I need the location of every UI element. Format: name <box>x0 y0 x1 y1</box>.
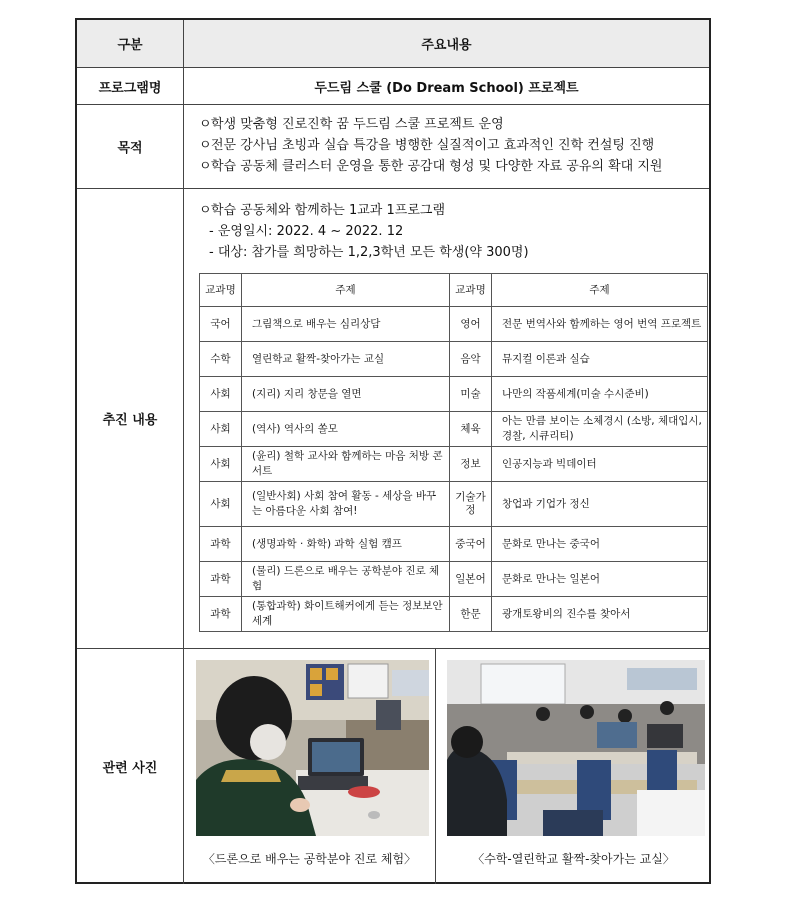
purpose-item: ㅇ학습 공동체 클러스터 운영을 통한 공감대 형성 및 다양한 자료 공유의 확대 지원 <box>199 156 662 177</box>
topic-cell: 그림책으로 배우는 심리상담 <box>242 307 450 342</box>
topic-cell: 뮤지컬 이론과 실습 <box>492 342 708 377</box>
table-row <box>200 527 708 562</box>
topic-cell: (윤리) 철학 교사와 함께하는 마음 처방 콘서트 <box>242 447 450 482</box>
subject-cell: 영어 <box>450 307 492 342</box>
header-content: 주요내용 <box>421 38 472 53</box>
topic-cell: 아는 만큼 보이는 소체경시 (소방, 체대입시, 경찰, 시큐리티) <box>492 412 708 447</box>
table-row <box>200 377 708 412</box>
topic-cell: (역사) 역사의 쏠모 <box>242 412 450 447</box>
subject-cell: 국어 <box>200 307 242 342</box>
program-table <box>199 273 708 632</box>
column-divider <box>183 20 184 649</box>
purpose-label: 목적 <box>117 141 143 156</box>
header-category: 구분 <box>117 38 143 53</box>
table-header-row <box>200 274 708 307</box>
topic-cell: (지리) 지리 창문을 열면 <box>242 377 450 412</box>
subject-cell: 일본어 <box>450 562 492 597</box>
table-row <box>200 482 708 527</box>
plan-period: - 운영일시: 2022. 4 ~ 2022. 12 <box>209 224 404 239</box>
program-label: 프로그램명 <box>98 80 162 96</box>
plan-intro: ㅇ학습 공동체와 함께하는 1교과 1프로그램 <box>199 200 529 221</box>
table-row <box>200 307 708 342</box>
subject-cell: 음악 <box>450 342 492 377</box>
right-photo-caption: 〈수학-열린학교 활짝-찾아가는 교실〉 <box>472 852 675 866</box>
subject-cell: 정보 <box>450 447 492 482</box>
column-divider <box>183 648 184 884</box>
topic-cell: 창업과 기업가 정신 <box>492 482 708 527</box>
subject-cell: 체육 <box>450 412 492 447</box>
purpose-list <box>199 114 662 177</box>
table-header-topic: 주제 <box>492 274 708 307</box>
table-row <box>200 447 708 482</box>
topic-cell: 나만의 작품세계(미술 수시준비) <box>492 377 708 412</box>
table-row <box>200 597 708 632</box>
subject-cell: 과학 <box>200 597 242 632</box>
topic-cell: 전문 번역사와 함께하는 영어 번역 프로젝트 <box>492 307 708 342</box>
topic-cell: 문화로 만나는 일본어 <box>492 562 708 597</box>
subject-cell: 기술가정 <box>450 482 492 527</box>
plan-label: 추진 내용 <box>102 413 158 428</box>
classroom-photo <box>447 660 705 836</box>
table-header-subject: 교과명 <box>200 274 242 307</box>
purpose-item: ㅇ학생 맞춤형 진로진학 꿈 두드림 스쿨 프로젝트 운영 <box>199 114 662 135</box>
bullet-icon: ㅇ <box>199 138 212 153</box>
subject-cell: 사회 <box>200 482 242 527</box>
table-header-subject: 교과명 <box>450 274 492 307</box>
bullet-icon: ㅇ <box>199 203 212 218</box>
topic-cell: 광개토왕비의 진수를 찾아서 <box>492 597 708 632</box>
subject-cell: 사회 <box>200 377 242 412</box>
bullet-icon: ㅇ <box>199 159 212 174</box>
photos-label: 관련 사진 <box>102 761 158 776</box>
subject-cell: 사회 <box>200 447 242 482</box>
topic-cell: (통합과학) 화이트해커에게 듣는 정보보안 세계 <box>242 597 450 632</box>
topic-cell: 문화로 만나는 중국어 <box>492 527 708 562</box>
subject-cell: 한문 <box>450 597 492 632</box>
topic-cell: 인공지능과 빅데이터 <box>492 447 708 482</box>
topic-cell: (일반사회) 사회 참여 활동 - 세상을 바꾸는 아름다운 사회 참여! <box>242 482 450 527</box>
subject-cell: 사회 <box>200 412 242 447</box>
table-row <box>200 562 708 597</box>
table-row <box>200 412 708 447</box>
bullet-icon: ㅇ <box>199 117 212 132</box>
topic-cell: (물리) 드론으로 배우는 공학분야 진로 체험 <box>242 562 450 597</box>
drone-class-photo <box>196 660 429 836</box>
plan-summary <box>199 200 529 263</box>
plan-target: - 대상: 참가를 희망하는 1,2,3학년 모든 학생(약 300명) <box>209 245 529 260</box>
table-header-topic: 주제 <box>242 274 450 307</box>
subject-cell: 수학 <box>200 342 242 377</box>
purpose-item: ㅇ전문 강사님 초빙과 실습 특강을 병행한 실질적이고 효과적인 진학 컨설팅 진행 <box>199 135 662 156</box>
subject-cell: 과학 <box>200 527 242 562</box>
topic-cell: 열린학교 활짝-찾아가는 교실 <box>242 342 450 377</box>
subject-cell: 중국어 <box>450 527 492 562</box>
subject-cell: 과학 <box>200 562 242 597</box>
table-row <box>200 342 708 377</box>
document-table <box>75 18 711 884</box>
photo-divider <box>435 648 436 884</box>
topic-cell: (생명과학 · 화학) 과학 실험 캠프 <box>242 527 450 562</box>
program-title: 두드림 스쿨 (Do Dream School) 프로젝트 <box>314 80 579 96</box>
left-photo-caption: 〈드론으로 배우는 공학분야 진로 체험〉 <box>202 852 417 866</box>
subject-cell: 미술 <box>450 377 492 412</box>
